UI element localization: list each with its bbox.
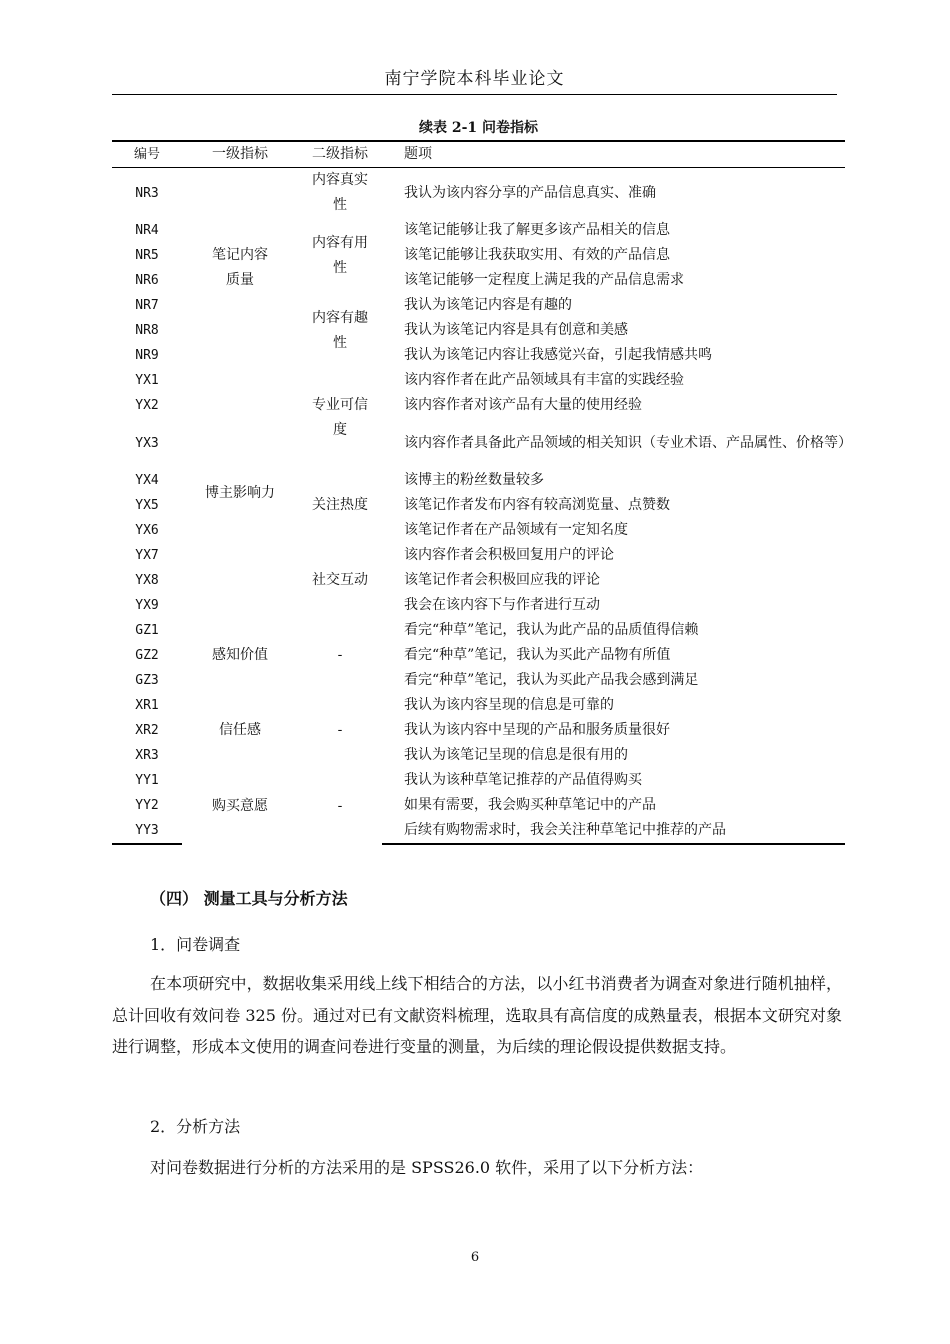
- row-id: YY3: [112, 818, 182, 844]
- row-id: NR8: [135, 323, 159, 338]
- row-item: 该内容作者会积极回复用户的评论: [404, 547, 614, 563]
- row-item: 如果有需要，我会购买种草笔记中的产品: [404, 797, 656, 813]
- level1-purchase-intention: 购买意愿: [212, 797, 268, 814]
- level2-label: 内容真实性: [312, 172, 368, 213]
- page-number: 6: [470, 1250, 480, 1265]
- paragraph-survey: 在本项研究中，数据收集采用线上线下相结合的方法，以小红书消费者为调查对象进行随机抽样，总计回收有效问卷 325 份。通过对已有文献资料梳理，选取具有高信度的成熟量表，根据本文研究对象进行调整，形成本文使用的调查问卷进行变量的测量，为后续的理论假设提供数据支持。: [112, 974, 842, 1056]
- row-id: NR5: [135, 248, 159, 263]
- level2-popularity: 关注热度: [312, 497, 368, 513]
- level2-authentic: [298, 168, 382, 219]
- header-rule: [112, 94, 837, 95]
- row-id: NR7: [135, 298, 159, 313]
- row-item: 该笔记能够让我了解更多该产品相关的信息: [404, 222, 670, 238]
- row-id: NR4: [135, 223, 159, 238]
- row-id: NR9: [135, 348, 159, 363]
- row-id: XR3: [135, 748, 159, 763]
- row-id: XR1: [135, 698, 159, 713]
- row-item: 我认为该笔记内容让我感觉兴奋，引起我情感共鸣: [404, 347, 712, 363]
- row-item: 该内容作者在此产品领域具有丰富的实践经验: [404, 372, 684, 388]
- subheading-analysis: 2．分析方法: [150, 1117, 241, 1136]
- column-header-level1: 一级指标: [182, 141, 298, 168]
- row-item: 我认为该种草笔记推荐的产品值得购买: [404, 772, 642, 788]
- level2-interaction: 社交互动: [312, 572, 368, 588]
- subheading-survey: 1．问卷调查: [150, 935, 241, 954]
- level2-label: 专业可信度: [312, 397, 368, 438]
- column-header-id: 编号: [112, 141, 182, 168]
- row-id: YX9: [135, 598, 159, 613]
- level2-dash: -: [337, 647, 343, 663]
- row-item: 看完“种草”笔记，我认为买此产品物有所值: [404, 647, 671, 663]
- row-item: 我认为该内容呈现的信息是可靠的: [404, 697, 614, 713]
- row-item: 该内容作者对该产品有大量的使用经验: [404, 397, 642, 413]
- row-id: YX6: [135, 523, 159, 538]
- level1-label: 笔记内容质量: [212, 247, 268, 288]
- table-header-row: [112, 141, 845, 168]
- row-id: YX7: [135, 548, 159, 563]
- level2-dash: -: [337, 722, 343, 738]
- level1-perceived-value: 感知价值: [212, 647, 268, 663]
- paragraph-analysis: 对问卷数据进行分析的方法采用的是 SPSS26.0 软件，采用了以下分析方法：: [150, 1158, 704, 1177]
- table-row: [112, 768, 845, 793]
- row-item: 我认为该内容中呈现的产品和服务质量很好: [404, 722, 670, 738]
- column-header-level2: 二级指标: [298, 141, 382, 168]
- column-header-item: 题项: [382, 141, 845, 168]
- table-row: [112, 618, 845, 643]
- row-item: 我认为该内容分享的产品信息真实、准确: [404, 184, 656, 201]
- row-item: 该内容作者具备此产品领域的相关知识（专业术语、产品属性、价格等）: [404, 434, 852, 451]
- row-id: YX8: [135, 573, 159, 588]
- row-id: YX5: [135, 498, 159, 513]
- section-title: （四） 测量工具与分析方法: [150, 889, 348, 908]
- row-id: GZ1: [135, 623, 159, 638]
- row-id: YX1: [135, 373, 159, 388]
- row-item: 看完“种草”笔记，我认为买此产品我会感到满足: [404, 672, 699, 688]
- level2-useful: [298, 218, 382, 293]
- row-item: 我认为该笔记内容是有趣的: [404, 297, 572, 313]
- row-item: 该笔记作者会积极回应我的评论: [404, 572, 600, 588]
- row-item: 我认为该笔记内容是具有创意和美感: [404, 322, 628, 338]
- row-item: 我认为该笔记呈现的信息是很有用的: [404, 747, 628, 763]
- row-id: YY2: [135, 798, 159, 813]
- level2-dash: -: [337, 797, 343, 814]
- row-id: YY1: [135, 773, 159, 788]
- row-id: YX4: [135, 473, 159, 488]
- row-id: YX2: [135, 398, 159, 413]
- row-item: 该博主的粉丝数量较多: [404, 472, 544, 488]
- row-item: 该笔记作者在产品领域有一定知名度: [404, 522, 628, 538]
- level2-credibility: [298, 368, 382, 468]
- row-id: NR3: [135, 185, 159, 201]
- level2-label: 内容有趣性: [312, 309, 368, 351]
- row-item: 该笔记能够让我获取实用、有效的产品信息: [404, 247, 670, 263]
- level2-label: 内容有用性: [312, 234, 368, 276]
- level1-trust: 信任感: [219, 722, 261, 738]
- row-item: 后续有购物需求时，我会关注种草笔记中推荐的产品: [382, 818, 845, 844]
- questionnaire-table: [112, 140, 852, 845]
- table-caption: 续表 2-1 问卷指标: [418, 120, 539, 136]
- table-row: [112, 168, 845, 219]
- row-id: NR6: [135, 273, 159, 288]
- row-id: GZ3: [135, 673, 159, 688]
- level1-note-quality: [182, 168, 298, 369]
- row-item: 该笔记作者发布内容有较高浏览量、点赞数: [404, 497, 670, 513]
- row-id: XR2: [135, 723, 159, 738]
- page-header: 南宁学院本科毕业论文: [384, 69, 565, 89]
- row-item: 看完“种草”笔记，我认为此产品的品质值得信赖: [404, 622, 699, 638]
- table-row: [112, 368, 845, 393]
- level1-blogger-influence: 博主影响力: [205, 484, 275, 501]
- level2-interesting: [298, 293, 382, 368]
- row-id: GZ2: [135, 648, 159, 663]
- row-item: 我会在该内容下与作者进行互动: [404, 597, 600, 613]
- row-id: YX3: [135, 435, 159, 451]
- row-item: 该笔记能够一定程度上满足我的产品信息需求: [404, 272, 684, 288]
- table-row: [112, 693, 845, 718]
